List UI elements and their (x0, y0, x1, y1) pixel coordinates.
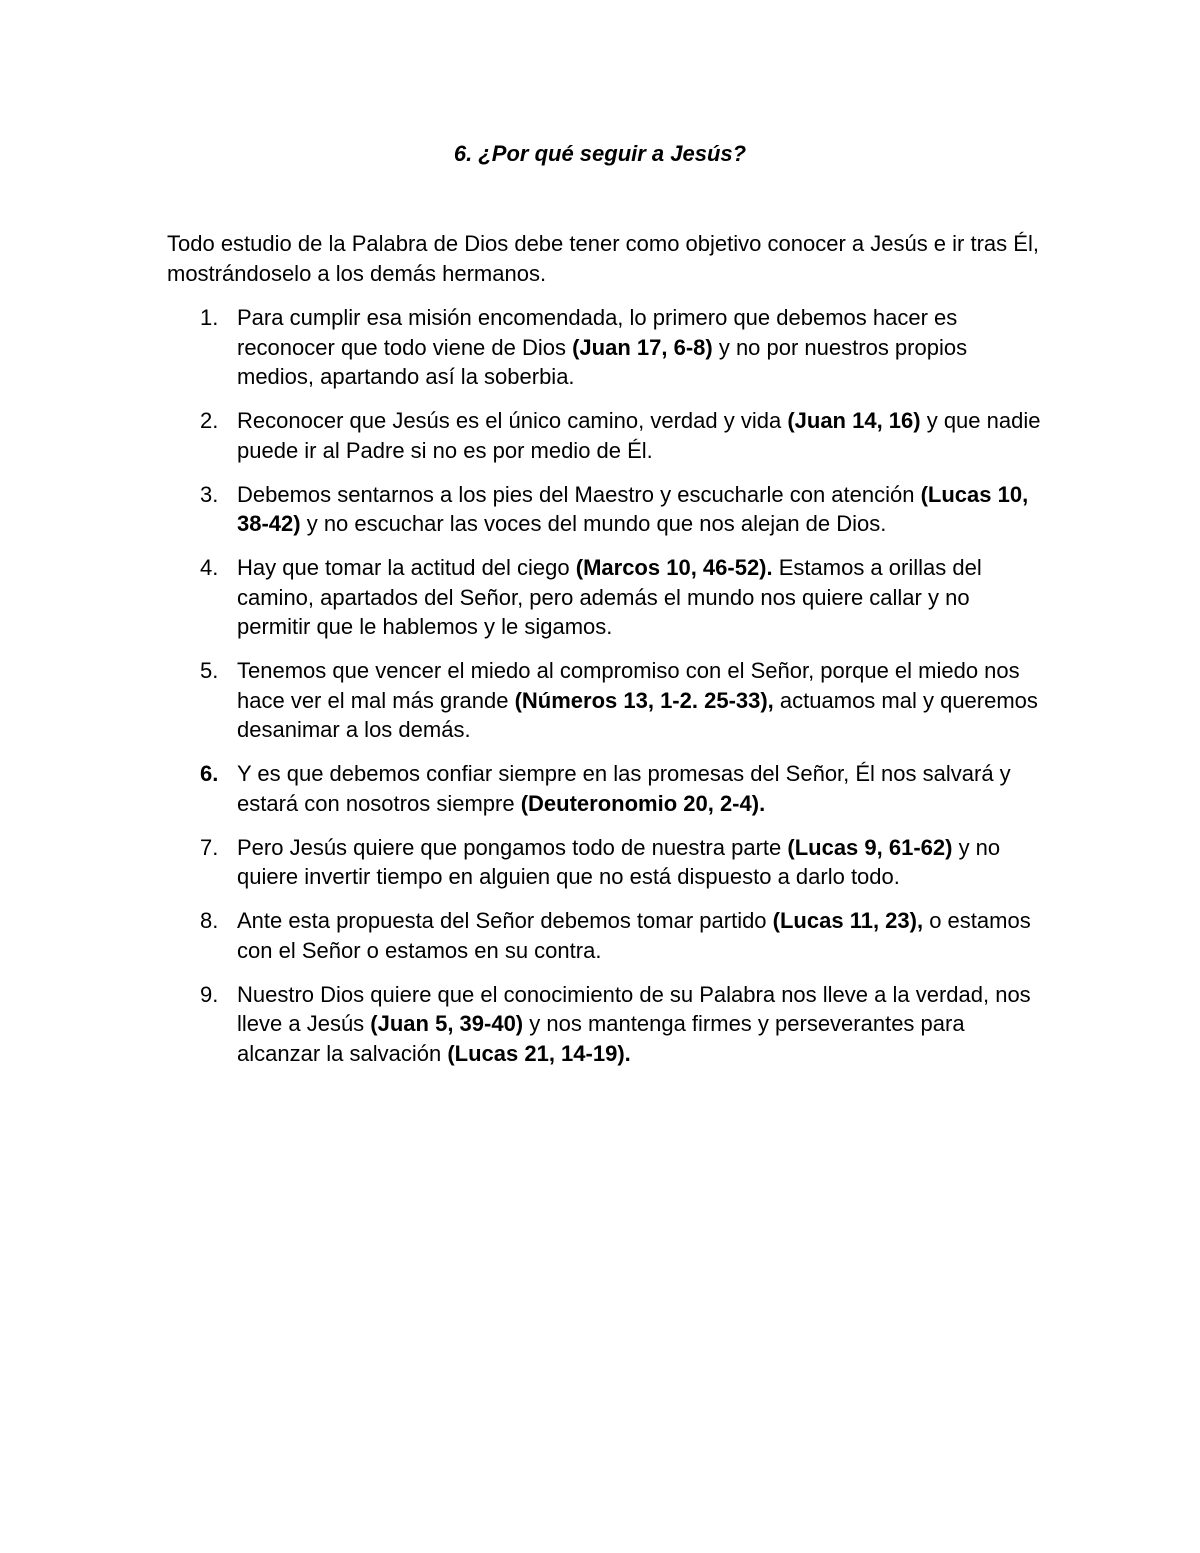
list-item (167, 759, 1047, 818)
list-item-text: Estamos a orillas del camino, apartados del Señor, pero además el mundo nos quiere callar y no permitir que le hablemos y le sigamos. (237, 555, 982, 639)
list-item-text: Debemos sentarnos a los pies del Maestro y escucharle con atención (237, 481, 921, 507)
list-item-text: y nos mantenga firmes y perseverantes para alcanzar la salvación (237, 1011, 965, 1066)
bible-reference: (Deuteronomio 20, 2-4). (520, 790, 766, 816)
list-item-text: y que nadie puede ir al Padre si no es por medio de Él. (237, 408, 1041, 463)
list-item (167, 303, 1047, 392)
list-item-text: Y es que debemos confiar siempre en las promesas del Señor, Él nos salvará y estará con nosotros siempre (237, 761, 1011, 816)
list-item (167, 553, 1047, 642)
bible-reference: (Juan 5, 39-40) (370, 1011, 524, 1036)
bible-reference: (Juan 14, 16) (787, 408, 921, 433)
list-item (167, 656, 1047, 745)
list-item-text: Para cumplir esa misión encomendada, lo primero que debemos hacer es reconocer que todo viene de Dios (237, 305, 958, 360)
bible-reference: (Marcos 10, 46-52). (575, 555, 773, 580)
list-item-text: Pero Jesús quiere que pongamos todo de nuestra parte (237, 834, 788, 860)
list-item-text: y no por nuestros propios medios, apartando así la soberbia. (237, 334, 968, 389)
list-item-text: actuamos mal y queremos desanimar a los demás. (237, 687, 1038, 742)
bible-reference: (Lucas 9, 61-62) (787, 834, 953, 860)
bible-reference: (Lucas 11, 23), (772, 908, 924, 933)
list-item (167, 833, 1047, 892)
intro-paragraph: Todo estudio de la Palabra de Dios debe tener como objetivo conocer a Jesús e ir tras Él, mostrándoselo a los demás hermanos. (167, 231, 1039, 286)
list-item-number: 5. (200, 658, 219, 683)
bible-reference: (Números 13, 1-2. 25-33), (514, 687, 774, 713)
list-item-text: y no escuchar las voces del mundo que nos alejan de Dios. (300, 511, 887, 536)
list-item-number: 7. (200, 834, 219, 860)
list-item (167, 406, 1047, 465)
list-item-number: 4. (200, 555, 219, 580)
numbered-list (167, 303, 1047, 1083)
list-item-text: Nuestro Dios quiere que el conocimiento de su Palabra nos lleve a la verdad, nos lleve a Jesús (237, 981, 1031, 1036)
list-item (167, 906, 1047, 965)
list-item-number: 3. (200, 481, 219, 507)
page-title: 6. ¿Por qué seguir a Jesús? (453, 141, 747, 166)
list-item-text: Ante esta propuesta del Señor debemos tomar partido (237, 908, 773, 933)
list-item-text: Tenemos que vencer el miedo al compromiso con el Señor, porque el miedo nos hace ver el mal más grande (237, 658, 1020, 713)
list-item-number: 2. (200, 408, 219, 433)
list-item (167, 980, 1047, 1069)
bible-reference: (Juan 17, 6-8) (572, 334, 713, 360)
bible-reference: (Lucas 10, 38-42) (237, 481, 1029, 536)
list-item-number: 8. (200, 908, 219, 933)
list-item-number: 1. (200, 305, 219, 330)
list-item-number: 9. (200, 981, 219, 1007)
list-item-number: 6. (200, 761, 219, 786)
bible-reference: (Lucas 21, 14-19). (447, 1040, 631, 1066)
list-item-text: Hay que tomar la actitud del ciego (237, 555, 576, 580)
list-item-text: Reconocer que Jesús es el único camino, verdad y vida (237, 408, 788, 433)
list-item-text: o estamos con el Señor o estamos en su contra. (237, 908, 1031, 963)
list-item (167, 480, 1047, 539)
list-item-text: y no quiere invertir tiempo en alguien que no está dispuesto a darlo todo. (237, 834, 1001, 889)
